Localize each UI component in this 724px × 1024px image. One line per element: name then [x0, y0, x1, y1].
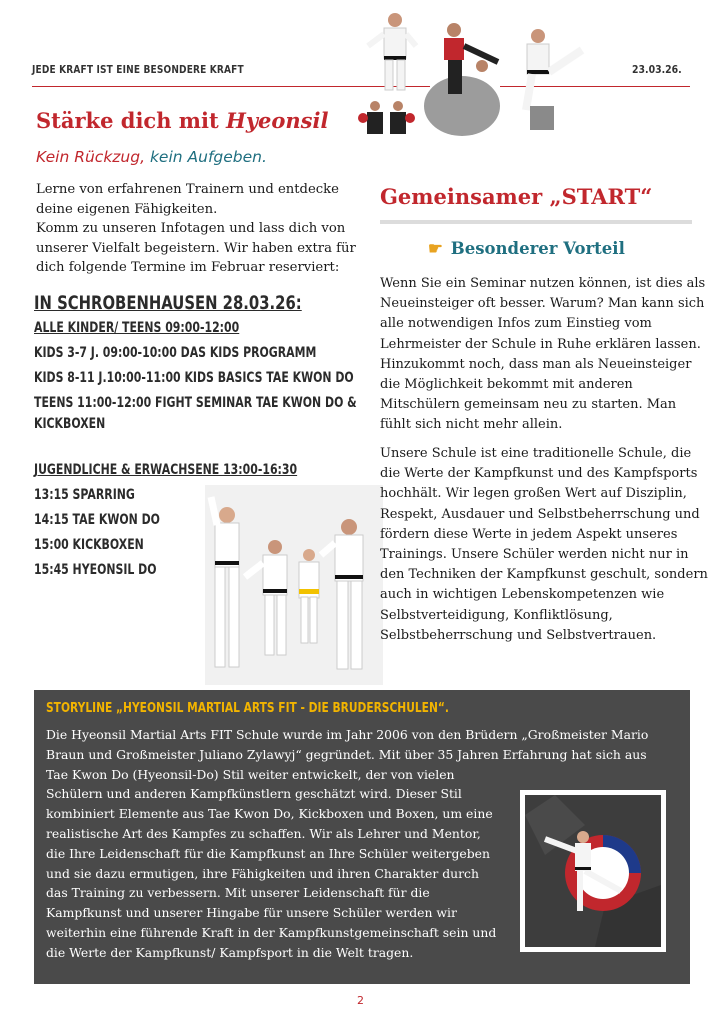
- schedule-line: 15:45 HYEONSIL DO: [34, 562, 157, 578]
- paragraph-line: Mitschülern gemeinsam neu zu starten. Man: [380, 397, 677, 413]
- schedule-group1-title: ALLE KINDER/ TEENS 09:00-12:00: [34, 320, 240, 336]
- schedule-line: 14:15 TAE KWON DO: [34, 512, 160, 528]
- storyline-line: Tae Kwon Do (Hyeonsil-Do) Stil weiter entwickelt, der von vielen: [46, 766, 455, 782]
- intro-line: deine eigenen Fähigkeiten.: [36, 201, 218, 217]
- section-subheading-label: Besonderer Vorteil: [450, 239, 625, 258]
- section-heading-underline: [380, 220, 692, 224]
- paragraph-line: Unsere Schule ist eine traditionelle Schule, die: [380, 446, 692, 461]
- schedule-line: 15:00 KICKBOXEN: [34, 537, 144, 553]
- paragraph-line: Neueinsteiger oft besser. Warum? Man kann sich: [380, 296, 705, 312]
- storyline-line: kombiniert Elemente aus Tae Kwon Do, Kickboxen und Boxen, um eine: [46, 806, 493, 822]
- paragraph-line: Hinzukommt noch, dass man als Neueinsteiger: [380, 356, 692, 372]
- header-photo-collage: [350, 6, 590, 146]
- storyline-line: Die Hyeonsil Martial Arts FIT Schule wurde im Jahr 2006 von den Brüdern „Großmeister Mario: [46, 727, 649, 742]
- schedule-line: KIDS 3-7 J. 09:00-10:00 DAS KIDS PROGRAMM: [34, 345, 317, 361]
- schedule-line: TEENS 11:00-12:00 FIGHT SEMINAR TAE KWON DO &: [34, 395, 357, 411]
- paragraph-line: den Techniken der Kampfkunst geschult, sondern: [380, 567, 708, 583]
- paragraph-line: fühlt sich nicht mehr allein.: [380, 417, 563, 433]
- paragraph-line: hochhält. Wir legen großen Wert auf Disziplin,: [380, 486, 687, 502]
- school-values-paragraph: [380, 444, 708, 646]
- intro-paragraph: [36, 180, 354, 278]
- boxers-figure: [358, 101, 415, 134]
- storyline-line: das Training zu verbessern. Mit unserer Leidenschaft für die: [46, 885, 430, 901]
- schedule-heading: IN SCHROBENHAUSEN 28.03.26:: [34, 292, 302, 314]
- intro-line: unserer Vielfalt begeistern. Wir haben extra für: [36, 240, 356, 256]
- fight-collage-figure: [424, 16, 500, 146]
- storyline-line: Schülern und anderen Kampfkünstlern geschätzt wird. Dieser Stil: [46, 786, 462, 802]
- schedule-line: KIDS 8-11 J.10:00-11:00 KIDS BASICS TAE KWON DO: [34, 370, 354, 386]
- page-title: [36, 108, 328, 133]
- paragraph-line: Trainings. Unsere Schüler werden nicht nur in: [380, 547, 689, 563]
- storyline-photo: [520, 790, 666, 952]
- page-title-prefix: Stärke dich mit: [36, 108, 226, 133]
- storyline-heading: STORYLINE „HYEONSIL MARTIAL ARTS FIT - DIE BRUDERSCHULEN“.: [46, 701, 449, 716]
- subtitle-red: Kein Rückzug,: [36, 148, 146, 166]
- paragraph-line: Selbstverteidigung, Konfliktlösung,: [380, 607, 613, 623]
- paragraph-line: fördern diese Werte in jedem Aspekt unseres: [380, 526, 678, 542]
- paragraph-line: Lehrmeister der Schule in Ruhe erklären lassen.: [380, 336, 701, 352]
- paragraph-line: Selbstbeherrschung und Selbstvertrauen.: [380, 627, 657, 643]
- storyline-line: die Ihre Leidenschaft für die Kampfkunst an Ihre Schüler weitergeben: [46, 845, 490, 861]
- paragraph-line: alle notwendigen Infos zum Einstieg vom: [380, 316, 652, 332]
- paragraph-line: die Werte der Kampfkunst und des Kampfsports: [380, 466, 698, 482]
- storyline-line: Kampfkunst und unserer Hingabe für unsere Schüler werden wir: [46, 905, 457, 921]
- intro-line: dich folgende Termine im Februar reserviert:: [36, 260, 340, 275]
- schedule-line: KICKBOXEN: [34, 416, 106, 432]
- student-figure-1: [211, 497, 239, 667]
- pointing-hand-icon: ☛: [428, 239, 443, 258]
- paragraph-line: auch in wichtigen Lebenskompetenzen wie: [380, 587, 665, 603]
- storyline-box: [34, 690, 690, 984]
- storyline-line: weiterhin eine führende Kraft in der Kampfkunstgemeinschaft sein und: [46, 924, 497, 940]
- storyline-line: und sie dazu ermutigen, ihre Fähigkeiten und ihren Charakter durch: [46, 865, 479, 881]
- page-number: 2: [357, 994, 364, 1007]
- header-tagline: JEDE KRAFT IST EINE BESONDERE KRAFT: [32, 63, 244, 76]
- storyline-line: Braun und Großmeister Juliano Zylawyj“ gegründet. Mit über 35 Jahren Erfahrung hat sich aus: [46, 746, 647, 762]
- storyline-line: die Werte der Kampfkunst/ Kampfsport in die Welt tragen.: [46, 944, 414, 960]
- advantage-paragraph: [380, 274, 706, 436]
- martial-artist-figure-1: [368, 13, 416, 90]
- storyline-line: realistische Art des Kampfes zu schaffen. Wir als Lehrer und Mentor,: [46, 825, 481, 841]
- paragraph-line: die Möglichkeit bekommt mit anderen: [380, 377, 633, 393]
- schedule-group2-title: JUGENDLICHE & ERWACHSENE 13:00-16:30: [34, 462, 298, 478]
- intro-line: Komm zu unseren Infotagen und lass dich von: [36, 221, 346, 236]
- subtitle-teal: kein Aufgeben.: [145, 148, 267, 166]
- intro-line: Lerne von erfahrenen Trainern und entdecke: [36, 182, 339, 197]
- page-title-emphasis: Hyeonsil: [226, 108, 329, 133]
- kids-group-photo: [205, 485, 383, 685]
- paragraph-line: Respekt, Ausdauer und Selbstbeherrschung und: [380, 506, 700, 522]
- header-date: 23.03.26.: [632, 63, 682, 76]
- martial-artist-figure-2: [526, 29, 582, 130]
- section-subheading: [428, 239, 625, 258]
- section-heading-start: Gemeinsamer „START“: [380, 184, 653, 209]
- paragraph-line: Wenn Sie ein Seminar nutzen können, ist dies als: [380, 276, 706, 291]
- page-subtitle: [36, 148, 267, 166]
- schedule-line: 13:15 SPARRING: [34, 487, 135, 503]
